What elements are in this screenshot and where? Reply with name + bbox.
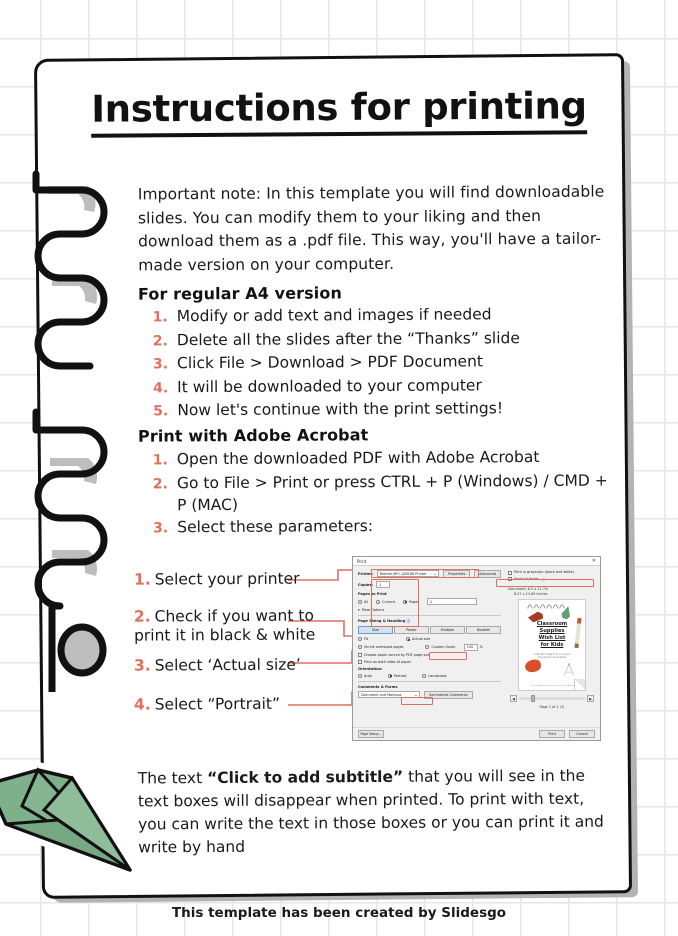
both-sides-row[interactable] (358, 660, 501, 664)
orientation-options (358, 674, 501, 678)
radio-portrait[interactable] (388, 674, 406, 678)
list-number: 2. (152, 475, 168, 492)
tab-booklet[interactable]: Booklet (466, 626, 501, 634)
section-b-heading: Print with Adobe Acrobat (137, 425, 369, 446)
closing-paragraph (138, 765, 609, 860)
page-fold-icon (574, 679, 585, 690)
printer-value: Brother MFC-J4l0DW Printer (379, 571, 427, 576)
fit-label: Fit (364, 637, 368, 641)
radio-all-label: All (364, 599, 369, 604)
dialog-actions (539, 730, 595, 738)
custom-scale-input[interactable] (464, 644, 478, 651)
divider (358, 615, 501, 616)
section-b-list (144, 446, 615, 540)
copies-label: Copies: (358, 582, 373, 587)
summarize-comments-button[interactable]: Summarize Comments (424, 691, 473, 699)
callout-text: Select ‘Actual size’ (154, 655, 301, 675)
advanced-button[interactable]: Advanced (474, 570, 501, 578)
radio-custom-scale[interactable] (425, 645, 455, 649)
radio-landscape[interactable] (422, 674, 446, 678)
printer-row (358, 570, 501, 578)
radio-pages-label: Pages (408, 599, 419, 604)
dialog-titlebar (353, 557, 600, 566)
preview-slider[interactable] (519, 697, 585, 700)
page-sizing-tabs (358, 626, 501, 634)
radio-icon (358, 600, 362, 604)
comments-value: Document and Markups (361, 692, 402, 697)
tab-poster[interactable]: Poster (394, 626, 429, 634)
list-number: 3. (153, 520, 169, 537)
shrink-label: Shrink oversized pages (364, 645, 404, 649)
callout-text: Select your printer (154, 569, 300, 589)
custom-scale-value: 100 (466, 645, 474, 649)
actual-size-label: Actual size (411, 637, 431, 641)
radio-icon (358, 674, 362, 678)
orient-landscape-label: Landscape (428, 673, 447, 678)
preview-title-line: Supplies (539, 628, 565, 634)
orientation-label: Orientation: (358, 667, 383, 671)
copies-value: 1 (378, 582, 382, 587)
page-sizing-text: Page Sizing & Handling (358, 618, 406, 623)
list-text: Delete all the slides after the “Thanks” slide (176, 328, 520, 349)
radio-icon (358, 637, 362, 641)
close-icon[interactable]: ✕ (591, 558, 596, 564)
callout-number: 4. (133, 695, 151, 714)
list-number: 3. (152, 356, 169, 373)
copies-row (358, 581, 501, 588)
orient-auto-label: Auto (364, 673, 372, 678)
spiral-binding (30, 168, 148, 692)
list-item (144, 303, 614, 329)
radio-current[interactable] (376, 600, 395, 604)
more-options-row[interactable] (358, 608, 501, 612)
page-footer: This template has been created by Slidesgo (171, 905, 507, 921)
section-a-list (144, 303, 615, 423)
preview-title-line: for Kids (540, 642, 564, 648)
section-a-heading: For regular A4 version (137, 283, 342, 304)
dialog-left-column (353, 566, 506, 741)
save-ink-label: Save ink/toner (514, 577, 539, 581)
list-item (144, 373, 614, 399)
closing-bold: “Click to add subtitle” (207, 767, 404, 788)
custom-scale-label: Custom Scale: (431, 645, 456, 649)
list-item (144, 446, 614, 472)
dialog-footer (353, 727, 600, 740)
checkbox-icon (358, 660, 362, 664)
callout-number: 1. (133, 570, 151, 589)
list-text: Open the downloaded PDF with Adobe Acrobat (176, 448, 540, 469)
pages-to-print-label: Pages to Print (358, 591, 387, 596)
printer-label: Printer: (358, 571, 374, 576)
preview-subtitle: A little bit of help from you goes a long way for our students (533, 653, 571, 659)
pages-range-input[interactable] (427, 598, 477, 605)
preview-footer: This template has been created by Slidesgo (530, 685, 574, 687)
dialog-body (353, 566, 600, 741)
list-number: 2. (152, 332, 168, 349)
callout-text: Select “Portrait” (154, 694, 281, 714)
comments-select[interactable] (358, 691, 420, 698)
checkbox-icon[interactable] (508, 577, 512, 581)
callout-3 (134, 655, 349, 675)
info-icon[interactable]: ⓘ (406, 618, 411, 623)
page-setup-button[interactable]: Page Setup... (358, 730, 384, 738)
paper-size-label: 8.27 x 11.69 Inches (514, 592, 548, 596)
paper-plane-icon (0, 762, 148, 882)
list-item (144, 514, 614, 540)
list-item (144, 469, 614, 516)
document-size-label: Document: 8.5 x 11.7in (508, 586, 548, 591)
list-text: Now let's continue with the print settings! (177, 399, 504, 420)
preview-title (519, 621, 585, 649)
print-preview (518, 599, 586, 691)
list-text: It will be downloaded to your computer (177, 375, 482, 396)
copies-input[interactable] (376, 581, 390, 588)
radio-auto[interactable] (358, 674, 372, 678)
tab-multiple[interactable]: Multiple (430, 626, 465, 634)
grayscale-label: Print in grayscale (black and white) (514, 570, 574, 574)
comments-forms-label: Comments & Forms (358, 684, 398, 689)
list-number: 4. (153, 379, 169, 396)
orient-portrait-label: Portrait (393, 673, 407, 678)
compass-doodle-icon (562, 663, 576, 677)
page-indicator: Page 1 of 1 (1) (539, 705, 565, 709)
cancel-button[interactable]: Cancel (569, 730, 595, 738)
callout-4 (134, 694, 349, 714)
slider-thumb[interactable] (531, 695, 535, 702)
page-title-text: Instructions for printing (91, 84, 587, 137)
list-item (144, 326, 614, 352)
radio-icon (358, 645, 362, 649)
checkbox-icon[interactable] (508, 571, 512, 575)
divider (358, 681, 501, 682)
spiral-wire-icon (526, 602, 569, 610)
printer-select[interactable] (377, 570, 440, 577)
tab-size[interactable]: Size (358, 626, 393, 634)
radio-current-label: Current (382, 599, 395, 604)
preview-title-line: Wish List (538, 635, 566, 641)
radio-icon (388, 674, 392, 678)
page-sizing-label (358, 619, 501, 624)
page-title (0, 84, 678, 132)
pages-to-print-options (358, 598, 501, 605)
more-options-label: More Options (361, 607, 385, 612)
list-text: Go to File > Print or press CTRL + P (Windows) / CMD + P (MAC) (176, 471, 608, 514)
callout-number: 3. (133, 656, 151, 675)
choose-source-row[interactable] (358, 653, 501, 657)
radio-icon (406, 637, 410, 641)
both-sides-label: Print on both sides of paper (364, 660, 411, 664)
dialog-title-text: Print (357, 558, 367, 564)
radio-actual-size[interactable] (406, 637, 430, 641)
callout-1 (134, 569, 349, 589)
radio-icon (425, 645, 429, 649)
prev-page-button[interactable]: ◀ (510, 695, 517, 702)
properties-button[interactable]: Properties (443, 570, 470, 578)
comments-row (358, 691, 501, 699)
dialog-right-column (506, 566, 600, 741)
list-item (144, 350, 614, 376)
radio-shrink[interactable] (358, 645, 403, 649)
fit-row (358, 637, 501, 641)
preview-title-line: Classroom (536, 621, 568, 627)
list-number: 1. (152, 452, 168, 469)
shrink-row (358, 644, 501, 651)
checkbox-icon (358, 653, 362, 657)
list-number: 5. (153, 403, 169, 420)
callout-2 (134, 606, 349, 644)
radio-icon (376, 600, 380, 604)
closing-before: The text (137, 769, 208, 788)
closing-after: that you will see in the text boxes will disappear when printed. To print with text, you can write the text in those boxes or you can print it and write by hand (137, 766, 604, 857)
list-text: Select these parameters: (177, 517, 374, 537)
chevron-down-icon: ▾ (358, 607, 360, 612)
print-button[interactable]: Print (539, 730, 565, 738)
radio-icon (422, 674, 426, 678)
pages-range-value: 1 (429, 599, 433, 604)
radio-pages[interactable] (403, 600, 419, 604)
radio-fit[interactable] (358, 637, 368, 641)
next-page-button[interactable]: ▶ (587, 695, 594, 702)
print-dialog[interactable] (352, 556, 601, 741)
intro-paragraph: Important note: In this template you will find downloadable slides. You can modify them to your liking and then download them as a .pdf file. This way, you'll have a tailor-made version on your computer. (137, 182, 605, 274)
custom-scale-unit: % (479, 645, 484, 649)
callout-number: 2. (133, 607, 151, 626)
radio-all[interactable] (358, 600, 368, 604)
paper-plane-sticker (0, 762, 148, 882)
choose-source-label: Choose paper source by PDF page size (364, 653, 430, 657)
spiral-rings-icon (30, 168, 148, 692)
list-item (144, 397, 614, 423)
list-text: Modify or add text and images if needed (176, 305, 492, 326)
info-icon[interactable]: ⓘ (541, 577, 546, 582)
list-text: Click File > Download > PDF Document (176, 352, 484, 373)
list-number: 1. (152, 309, 168, 326)
eraser-icon (524, 658, 542, 674)
callout-text: Check if you want to print it in black & white (134, 606, 316, 645)
preview-nav (508, 695, 596, 702)
radio-icon (403, 600, 407, 604)
